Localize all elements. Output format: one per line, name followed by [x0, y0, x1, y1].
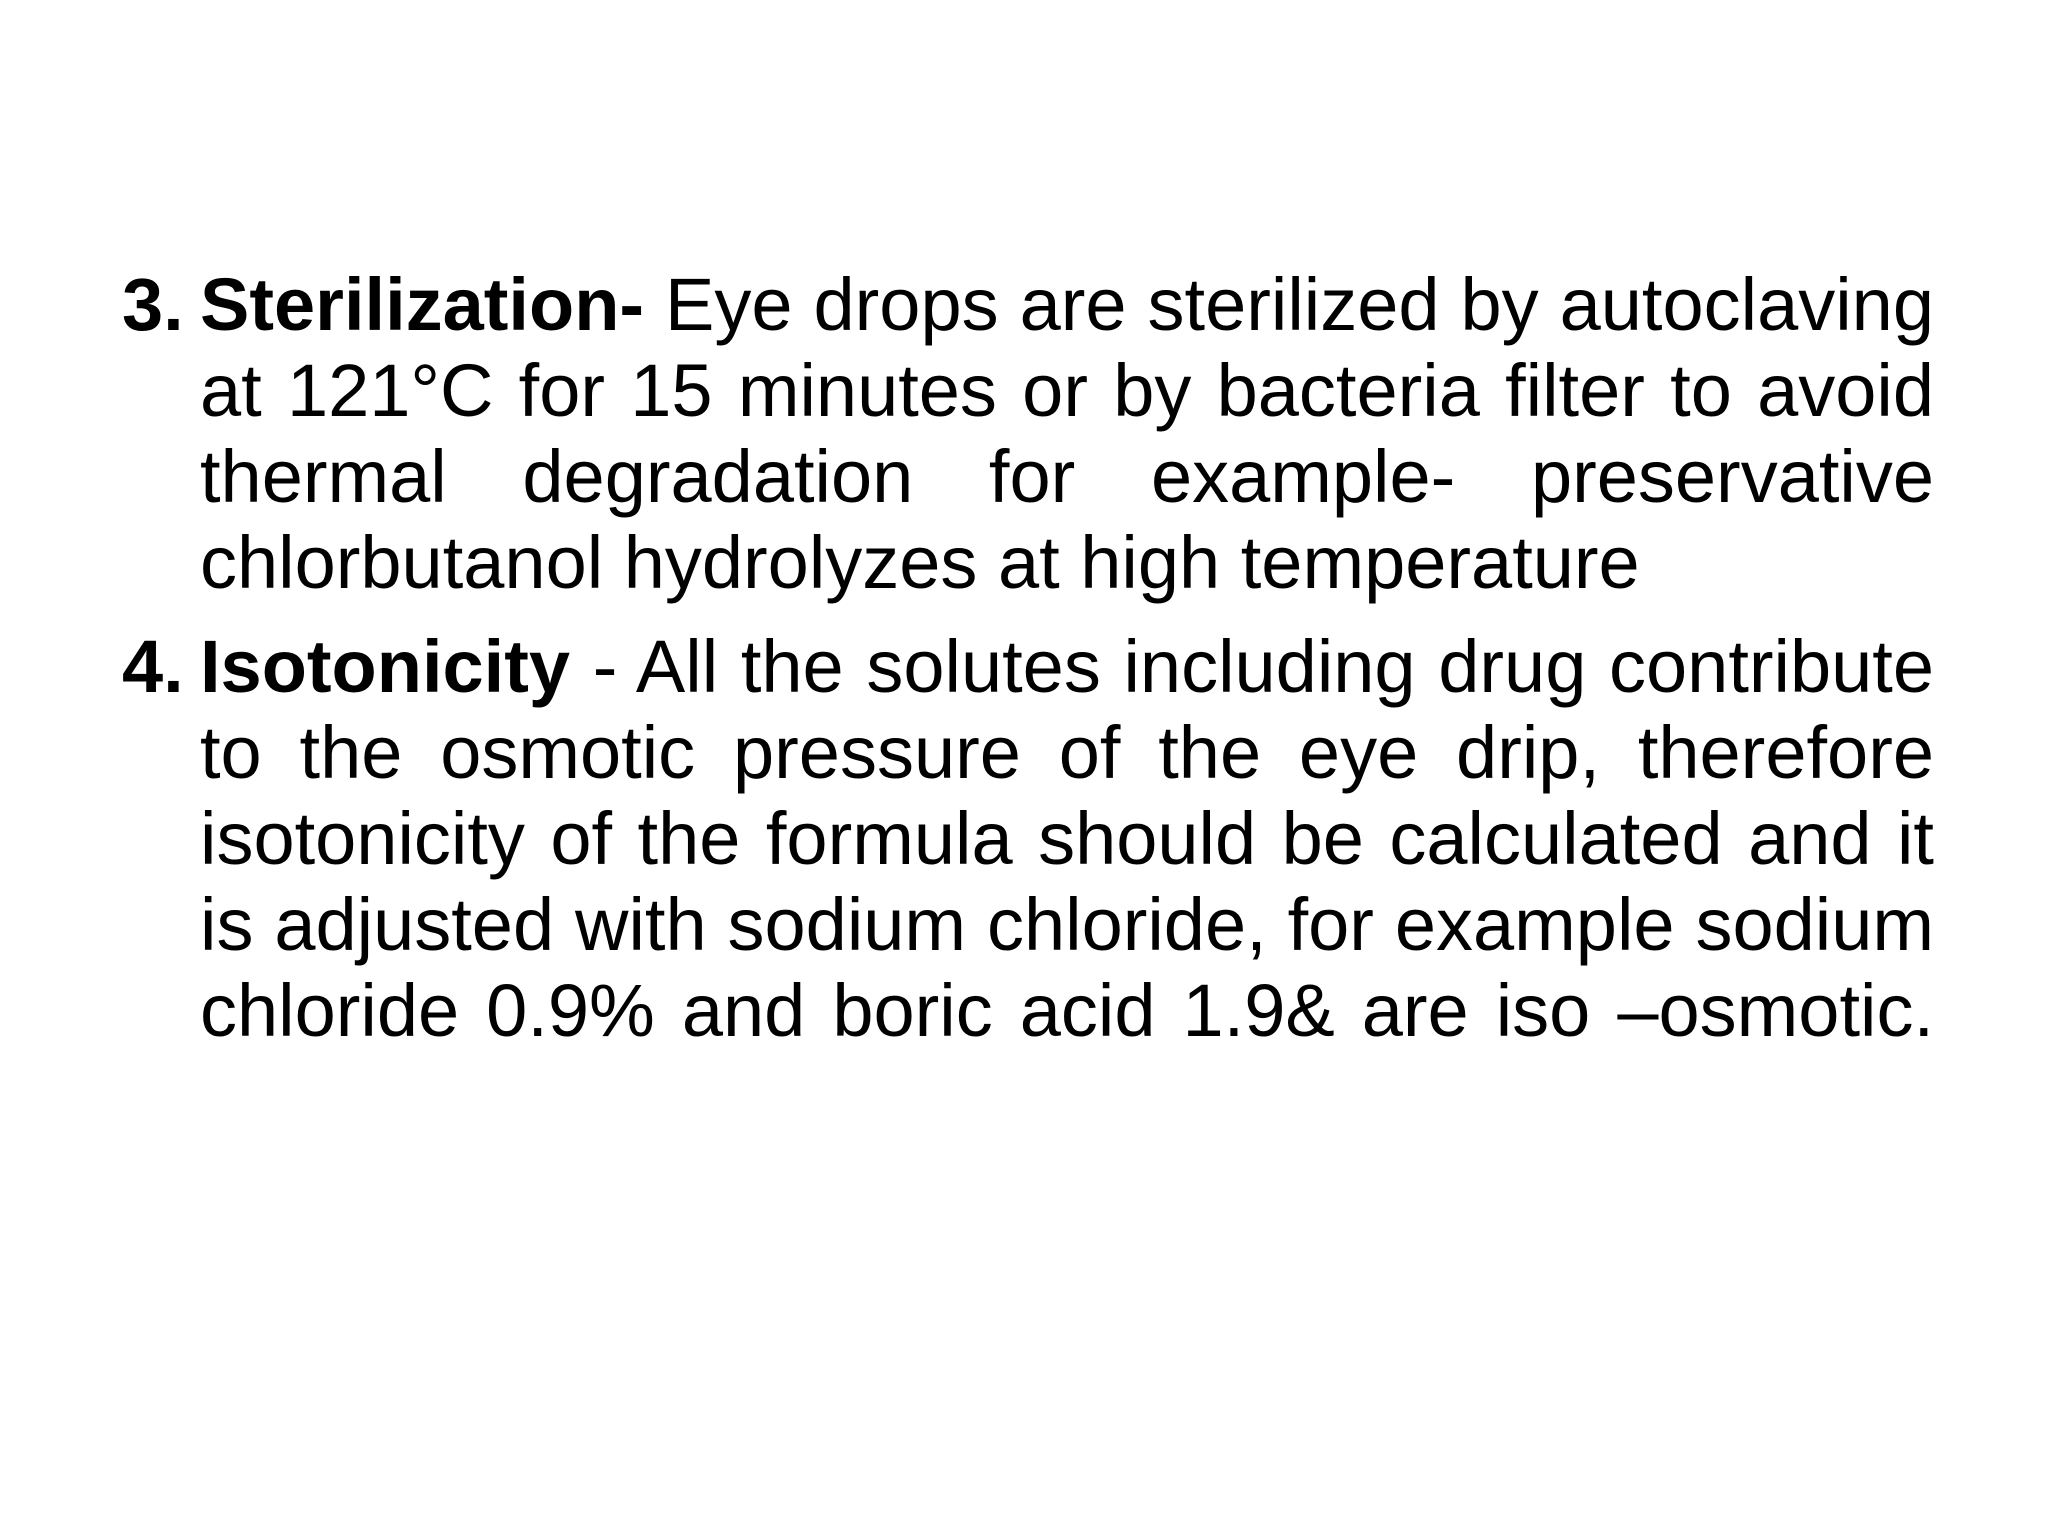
item-text: Eye drops are sterilized by autoclaving at 121°C for 15 minutes or by bacteria filter to avoid thermal degradation for example- preservative chlorbutanol hydrolyzes at high temperature	[200, 263, 1934, 604]
item-term: Isotonicity	[200, 625, 571, 708]
list-item-sterilization	[122, 262, 1934, 606]
list-item-isotonicity	[122, 624, 1934, 1054]
item-paragraph	[200, 262, 1934, 606]
item-number: 4.	[122, 625, 184, 708]
slide-body	[122, 262, 1934, 1072]
item-paragraph	[200, 624, 1934, 1054]
item-text: - All the solutes including drug contribute to the osmotic pressure of the eye drip, therefore isotonicity of the formula should be calculated and it is adjusted with sodium chloride, for example sodium chloride 0.9% and boric acid 1.9& are iso –osmotic.	[200, 625, 1934, 1052]
item-term: Sterilization-	[200, 263, 645, 346]
item-number: 3.	[122, 263, 184, 346]
